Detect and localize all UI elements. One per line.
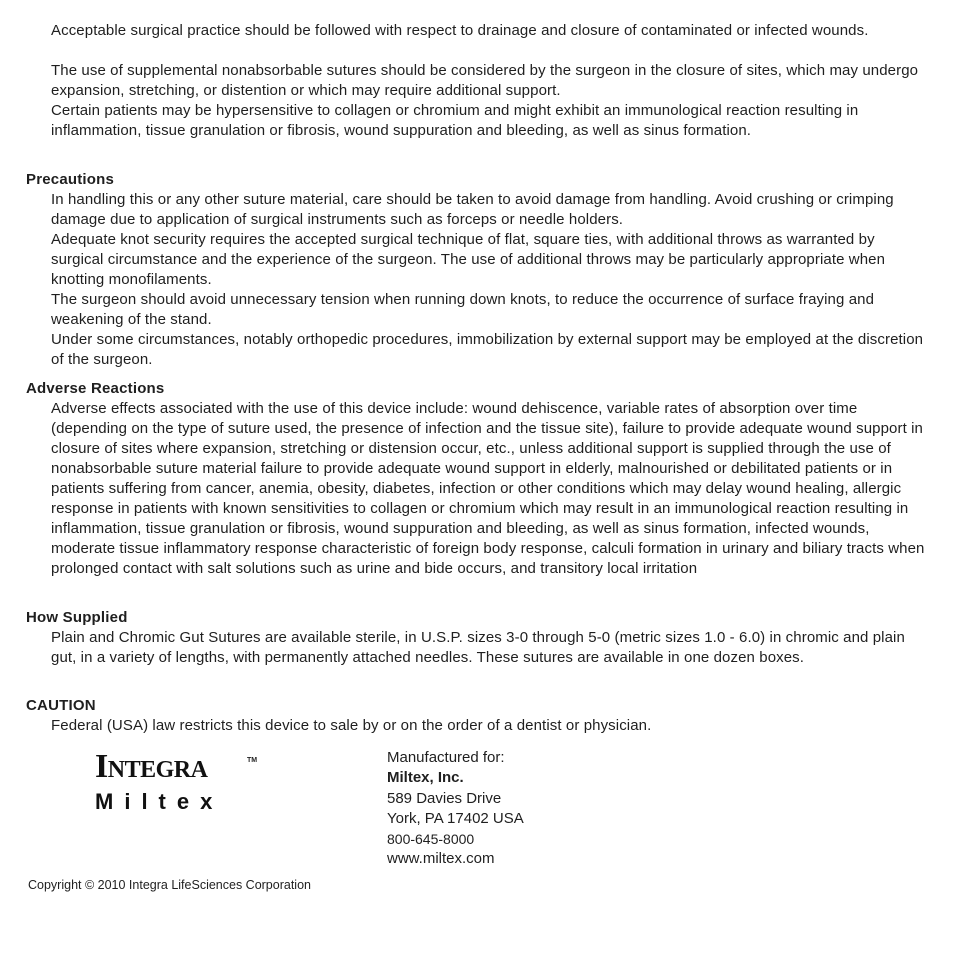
caution-paragraph: Federal (USA) law restricts this device to sale by or on the order of a dentist or physician. [51,717,652,734]
integra-wordmark: Integra [95,748,208,785]
intro-paragraph-2: The use of supplemental nonabsorbable sutures should be considered by the surgeon in the closure of sites, which may undergo expansion, stretching, or distention or which may require additional support. [51,62,919,99]
caution-heading: CAUTION [26,697,96,714]
how-supplied-paragraph: Plain and Chromic Gut Sutures are available sterile, in U.S.P. sizes 3-0 through 5-0 (metric sizes 1.0 - 6.0) in chromic and plain gut, in a variety of lengths, with permanently attached needles. These sutures are available in one dozen boxes. [51,629,905,666]
precautions-heading: Precautions [26,171,115,188]
miltex-wordmark: Miltex [95,789,224,814]
intro-paragraph-1: Acceptable surgical practice should be followed with respect to drainage and closure of contaminated or infected wounds. [51,22,869,39]
precautions-paragraph-4: Under some circumstances, notably orthopedic procedures, immobilization by external support may be employed at the discretion of the surgeon. [51,331,924,368]
adverse-reactions-heading: Adverse Reactions [26,380,165,397]
phone-number: 800-645-8000 [387,831,475,847]
copyright-notice: Copyright © 2010 Integra LifeSciences Corporation [28,878,311,892]
company-name: Miltex, Inc. [387,769,464,786]
trademark-mark: TM [247,757,258,764]
street-address: 589 Davies Drive [387,790,502,807]
precautions-paragraph-3: The surgeon should avoid unnecessary tension when running down knots, to reduce the occurrence of surface fraying and weakening of the stand. [51,291,875,328]
precautions-paragraph-1: In handling this or any other suture material, care should be taken to avoid damage from handling. Avoid crushing or crimping damage due to application of surgical instruments such as forceps or needle holders. [51,191,894,228]
precautions-paragraph-2: Adequate knot security requires the accepted surgical technique of flat, square ties, with additional throws as warranted by surgical circumstance and the experience of the surgeon. The use of additional throws may be particularly appropriate when knotting monofilaments. [51,231,886,288]
city-state-zip: York, PA 17402 USA [387,810,524,827]
how-supplied-heading: How Supplied [26,609,128,626]
intro-paragraph-3: Certain patients may be hypersensitive to collagen or chromium and might exhibit an immunological reaction resulting in inflammation, tissue granulation or fibrosis, wound suppuration and bleeding, as well as sinus formation. [51,102,859,139]
adverse-reactions-paragraph: Adverse effects associated with the use of this device include: wound dehiscence, variable rates of absorption over time (depending on the type of suture used, the presence of infection and the tissue site), failure to provide adequate wound support in closure of sites where expansion, stretching or distension occur, etc., unless additional support is supplied through the use of nonabsorbable suture material failure to provide adequate wound support in elderly, malnourished or debilitated patients or in patients suffering from cancer, anemia, obesity, diabetes, infection or other conditions which may delay wound healing, allergic response in patients with known sensitivities to collagen or chromium which may result in an immunological reaction resulting in inflammation, tissue granulation or fibrosis, wound suppuration and bleeding, as well as sinus formation, infected wounds, moderate tissue inflammatory response characteristic of foreign body response, calculi formation in urinary and biliary tracts when prolonged contact with salt solutions such as urine and bide occurs, and transitory local irritation [51,400,925,577]
manufactured-for-label: Manufactured for: [387,749,505,766]
website: www.miltex.com [387,850,495,867]
